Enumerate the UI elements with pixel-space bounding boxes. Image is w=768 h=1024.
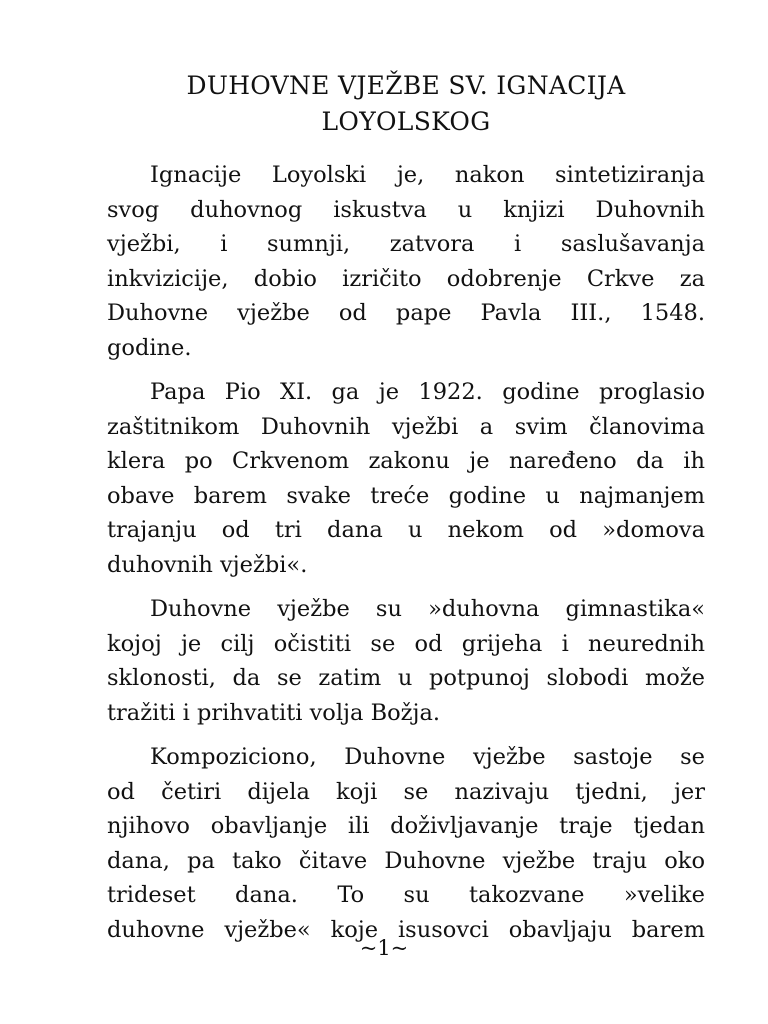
paragraph-3 <box>107 592 705 730</box>
title-line-2: LOYOLSKOG <box>321 107 491 136</box>
text-line: Papa Pio XI. ga je 1922. godine proglasio <box>150 379 705 405</box>
text-line: zaštitnikom Duhovnih vježbi a svim članovima <box>107 413 705 440</box>
text-line: svog duhovnog iskustva u knjizi Duhovnih <box>107 196 705 223</box>
text-line: godine. <box>107 334 192 361</box>
text-line: sklonosti, da se zatim u potpunoj slobodi može <box>107 665 705 691</box>
title-line-1: DUHOVNE VJEŽBE SV. IGNACIJA <box>186 71 626 100</box>
text-line: vježbi, i sumnji, zatvora i saslušavanja <box>107 231 705 257</box>
document-page <box>107 68 705 957</box>
text-line: Kompoziciono, Duhovne vježbe sastoje se <box>150 744 705 770</box>
text-line: njihovo obavljanje ili doživljavanje traje tjedan <box>107 813 705 839</box>
text-line: tražiti i prihvatiti volja Božja. <box>107 699 441 726</box>
text-line: dana, pa tako čitave Duhovne vježbe traju oko <box>107 847 705 874</box>
text-line: duhovne vježbe« koje isusovci obavljaju barem <box>107 916 705 943</box>
paragraph-2 <box>107 375 705 582</box>
text-line: od četiri dijela koji se nazivaju tjedni, jer <box>107 778 705 805</box>
page-title <box>107 68 705 140</box>
text-line: Duhovne vježbe su »duhovna gimnastika« <box>150 596 705 622</box>
page-number: ~1~ <box>359 936 409 960</box>
text-line: klera po Crkvenom zakonu je naređeno da ih <box>107 448 705 474</box>
text-line: Ignacije Loyolski je, nakon sintetiziranja <box>150 162 705 188</box>
text-line: trajanju od tri dana u nekom od »domova <box>107 517 705 543</box>
text-line: inkvizicije, dobio izričito odobrenje Crkve za <box>107 265 705 292</box>
text-line: Duhovne vježbe od pape Pavla III., 1548. <box>107 300 705 326</box>
paragraph-1 <box>107 158 705 365</box>
text-line: trideset dana. To su takozvane »velike <box>107 882 705 908</box>
text-line: duhovnih vježbi«. <box>107 551 308 578</box>
text-line: obave barem svake treće godine u najmanjem <box>107 482 705 509</box>
paragraph-4 <box>107 740 705 947</box>
text-line: kojoj je cilj očistiti se od grijeha i neurednih <box>107 630 705 657</box>
